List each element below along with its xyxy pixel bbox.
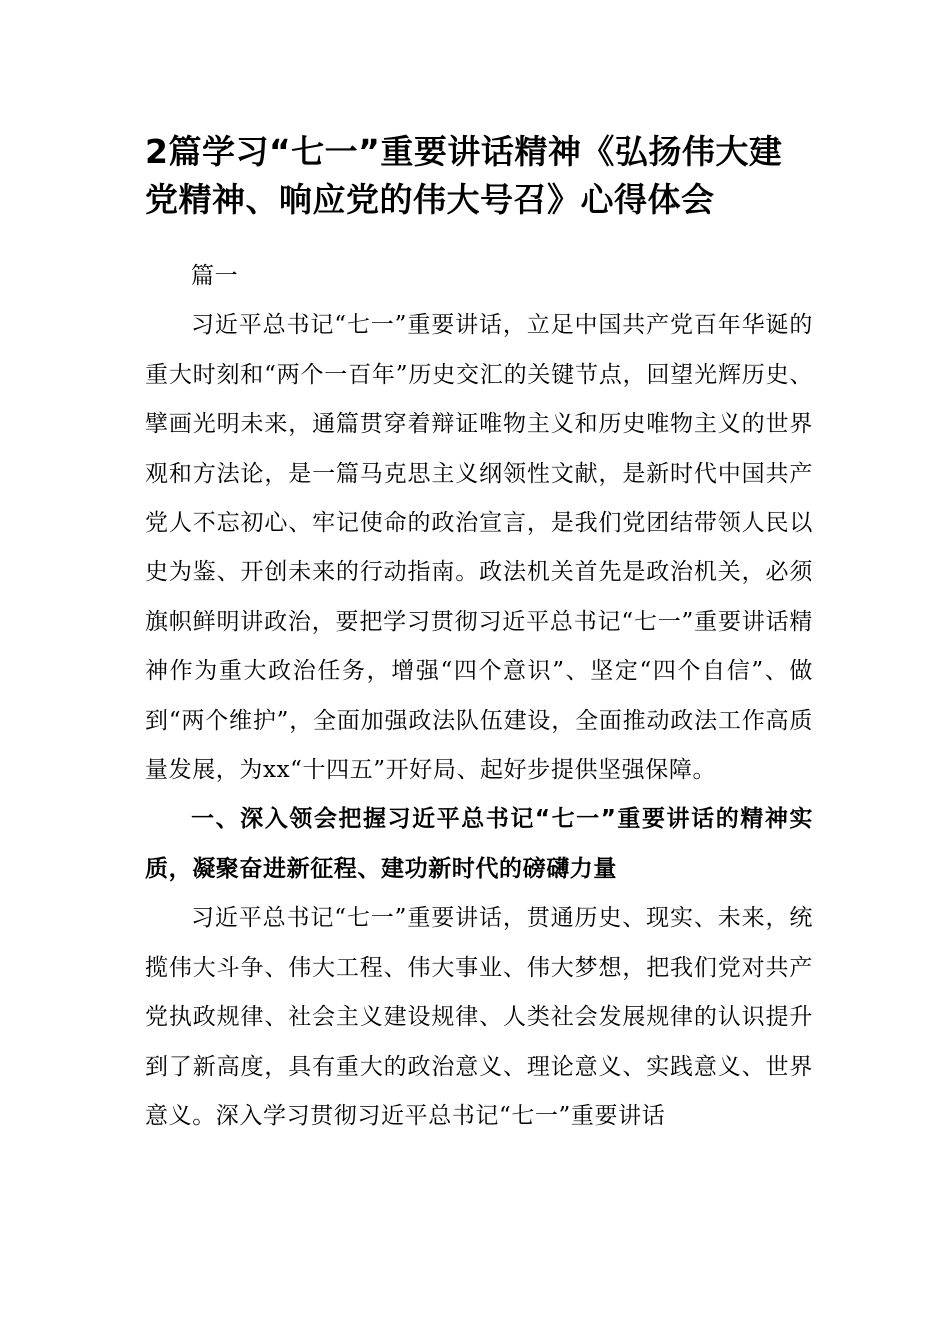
document-body	[145, 252, 813, 1141]
document-title: 2篇学习“七一”重要讲话精神《弘扬伟大建党精神、响应党的伟大号召》心得体会	[145, 132, 783, 219]
section-heading: 一、深入领会把握习近平总书记“七一”重要讲话的精神实质，凝聚奋进新征程、建功新时代的磅礴力量	[145, 806, 813, 882]
paragraph: 习近平总书记“七一”重要讲话，立足中国共产党百年华诞的重大时刻和“两个一百年”历史交汇的关键节点，回望光辉历史、擘画光明未来，通篇贯穿着辩证唯物主义和历史唯物主义的世界观和方法论，是一篇马克思主义纲领性文献，是新时代中国共产党人不忘初心、牢记使命的政治宣言，是我们党团结带领人民以史为鉴、开创未来的行动指南。政法机关首先是政治机关，必须旗帜鲜明讲政治，要把学习贯彻习近平总书记“七一”重要讲话精神作为重大政治任务，增强“四个意识”、坚定“四个自信”、做到“两个维护”，全面加强政法队伍建设，全面推动政法工作高质量发展，为xx“十四五”开好局、起好步提供坚强保障。	[145, 312, 813, 784]
part-label: 篇一	[191, 263, 239, 289]
paragraph: 习近平总书记“七一”重要讲话，贯通历史、现实、未来，统揽伟大斗争、伟大工程、伟大事业、伟大梦想，把我们党对共产党执政规律、社会主义建设规律、人类社会发展规律的认识提升到了新高度，具有重大的政治意义、理论意义、实践意义、世界意义。深入学习贯彻习近平总书记“七一”重要讲话	[145, 905, 813, 1129]
